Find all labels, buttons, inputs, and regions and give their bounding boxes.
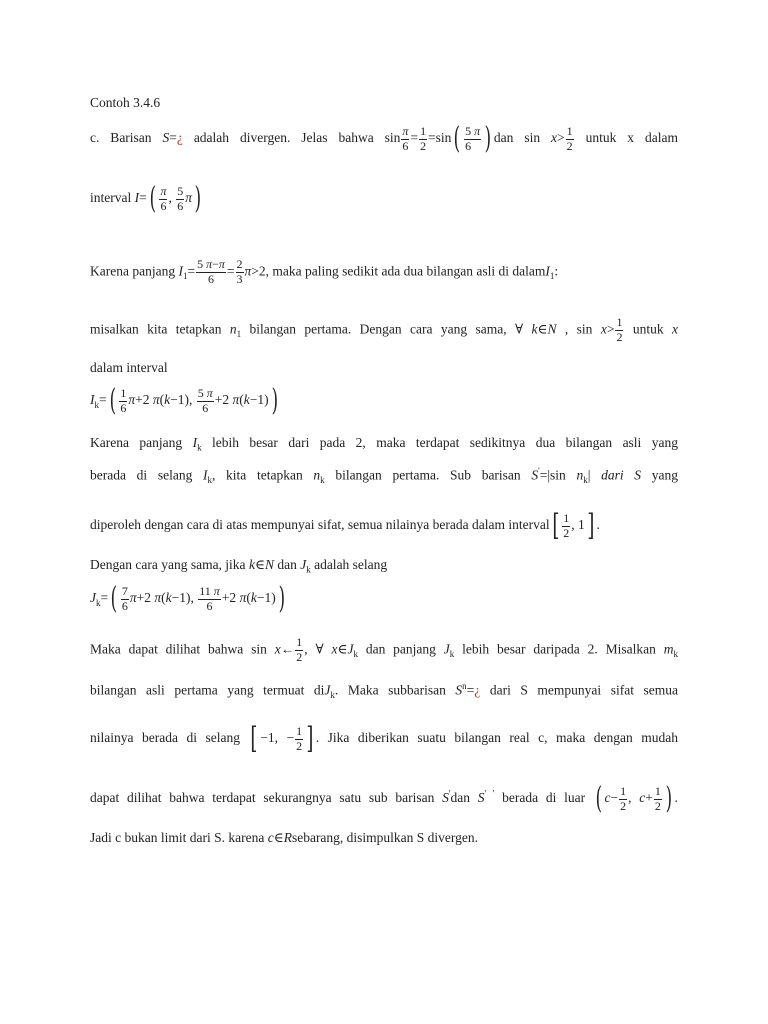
formula-ik: $I_k=$( $\frac{1}{6}$ π+2 π(k−1), $\frac{5 \pi}{6}$ +2 π(k−1)) (90, 383, 278, 418)
paragraph-line-3: Karena panjang $I_1=$ $\frac{5 \pi-\pi}{6}$ = $\frac{2}{3}$ π>2, maka paling sedikit ada dua bilangan asli di dalamI$_1$: (90, 257, 559, 286)
paragraph-line-2: interval I=( $\frac{\pi}{6}$ , $\frac{5}{6}$ π) (90, 181, 202, 216)
paragraph-line-5: dalam interval (90, 360, 168, 375)
paragraph-line-9: diperoleh dengan cara di atas mempunyai sifat, semua nilainya berada dalam interval[ $\frac{1}{2}$ , 1] . (90, 508, 600, 543)
paragraph-line-1: c. Barisan S=¿ adalah divergen. Jelas bahwa sin $\frac{\pi}{6}$ = $\frac{1}{2}$ =sin( $\frac{5 \pi}{6}$ ) dan sin x> $\frac{1}{2}$ untuk x dalam (90, 121, 678, 156)
paragraph-line-16: Jadi c bukan limit dari S. karena c∈Rsebarang, disimpulkan S divergen. (90, 830, 479, 845)
paragraph-line-8: berada di selang $I_k$, kita tetapkan $n_k$ bilangan pertama. Sub barisan S'=|sin $n_k|$ dari S yang (90, 466, 678, 486)
paragraph-line-10: Dengan cara yang sama, jika k∈N dan $J_k$ adalah selang (90, 557, 388, 575)
paragraph-line-14: nilainya berada di selang [ −1, − $\frac{1}{2}$ ] . Jika diberikan suatu bilangan real c, maka dengan mudah (90, 721, 678, 756)
paragraph-line-15: dapat dilihat bahwa terdapat sekurangnya satu sub barisan S'dan S' ' berada di luar ( c− $\frac{1}{2}$ , c+ $\frac{1}{2}$ ) . (90, 781, 679, 816)
paragraph-line-13: bilangan asli pertama yang termuat diJ$_k$. Maka subbarisan $S^n=¿$ dari S mempunyai sifat semua (90, 681, 678, 701)
paragraph-line-12: Maka dapat dilihat bahwa sin x← $\frac{1}{2}$ , ∀ $x\in J_k$ dan panjang $J_k$ lebih besar daripada 2. Misalkan $m_k$ (90, 635, 678, 664)
paragraph-line-7: Karena panjang $I_k$ lebih besar dari pada 2, maka terdapat sedikitnya dua bilangan asli yang (90, 435, 678, 453)
formula-jk: $J_k=$( $\frac{7}{6}$ π+2 π(k−1), $\frac{11 \pi}{6}$ +2 π(k−1)) (90, 581, 285, 616)
paragraph-line-4: misalkan kita tetapkan $n_1$ bilangan pertama. Dengan cara yang sama, ∀ k∈N , sin x> $\frac{1}{2}$ untuk x (90, 315, 678, 344)
example-title: Contoh 3.4.6 (90, 95, 161, 110)
